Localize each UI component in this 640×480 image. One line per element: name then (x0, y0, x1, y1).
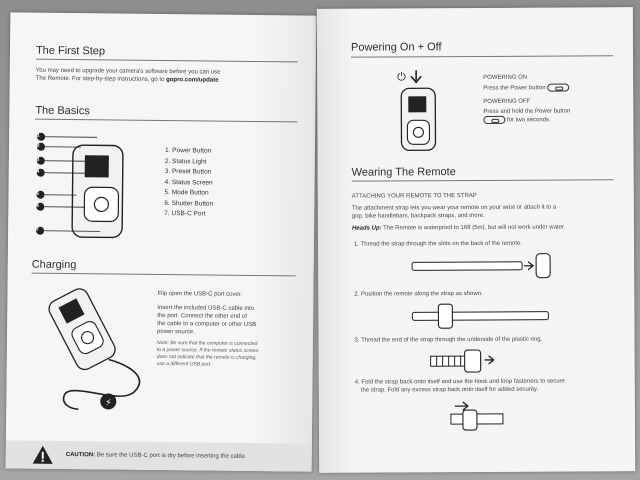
divider (352, 179, 614, 181)
charging-step-2-line-4: power source. (157, 328, 195, 336)
left-page (6, 12, 317, 471)
list-item: 6. Shutter Button (164, 199, 214, 208)
remote-power-diagram (395, 66, 441, 152)
strap-step-4-diagram (447, 398, 507, 434)
basics-title: The Basics (35, 104, 90, 118)
callout-7: 7 (36, 226, 39, 232)
list-item: 4. Status Screen (164, 178, 213, 187)
caution-message: Be sure the USB-C port is dry before inserting the cable. (96, 452, 247, 460)
list-item: 5. Mode Button (164, 189, 209, 197)
power-button-icon (547, 84, 569, 92)
list-item: 7. USB-C Port (164, 210, 206, 218)
charging-step-2-line-1: Insert the included USB-C cable into (157, 304, 255, 312)
powering-off-text-1: Press and hold the Power button (483, 108, 571, 115)
headsup-text (352, 224, 565, 233)
update-link[interactable]: gopro.com/update (166, 77, 219, 84)
strap-step-3: 3. Thread the end of the strap through the underside of the plastic ring. (354, 336, 543, 344)
charging-note-line-3: does not indicate that the remote is charging, (156, 353, 257, 362)
charging-diagram (30, 285, 151, 414)
powering-on-label: POWERING ON (483, 74, 528, 81)
divider (35, 119, 297, 123)
strap-step-4-line-2: the strap. Fold any excess strap back onto itself for added security. (360, 386, 539, 394)
list-item: 2. Status Light (164, 157, 207, 165)
divider (351, 55, 613, 57)
strap-step-2-diagram (408, 302, 558, 333)
list-item: 3. Preset Button (164, 168, 212, 176)
powering-on-instruction: Press the Power button (483, 85, 546, 92)
divider (32, 273, 296, 277)
charging-step-2-line-3: the cable to a computer or other USB (157, 320, 257, 329)
strap-step-1-diagram (408, 252, 558, 283)
strap-step-2: 2. Position the remote along the strap as shown. (354, 290, 483, 298)
caution-label: CAUTION: (65, 452, 96, 459)
powering-off-label: POWERING OFF (483, 98, 531, 105)
callout-3: 3 (36, 156, 40, 162)
attach-text-1: The attachment strap lets you wear your remote on your wrist or attach it to a (351, 204, 557, 212)
powering-off-text-2 (483, 116, 550, 125)
first-step-text-1: You may need to upgrade your camera's software before you can use (35, 67, 221, 76)
headsup-message: The Remote is waterproof to 16ft (5m), but will not work under water. (383, 224, 566, 232)
strap-step-1: 1. Thread the strap through the slots on the back of the remote. (354, 240, 523, 248)
svg-text:⏻: ⏻ (397, 70, 406, 84)
charging-note-line-4: use a different USB port. (156, 360, 212, 368)
power-button-icon (483, 116, 505, 124)
powering-off-instruction: for two seconds. (507, 117, 551, 124)
callout-1: 1 (37, 132, 40, 138)
callout-4: 4 (36, 168, 40, 174)
basics-list (164, 146, 214, 220)
strap-step-3-diagram (427, 346, 517, 378)
right-page (317, 7, 635, 473)
power-title: Powering On + Off (350, 41, 442, 54)
first-step-title: The First Step (35, 44, 106, 58)
attach-text-2: grip, bike handlebars, backpack straps, and more. (351, 212, 485, 220)
first-step-text-2a: The Remote. For step-by-step instructions, go to (35, 75, 165, 84)
first-step-text-2: The Remote. For step-by-step instructions, go to gopro.com/update. (35, 75, 221, 84)
list-item: 1. Power Button (164, 147, 212, 155)
wearing-title: Wearing The Remote (351, 166, 456, 179)
charging-title: Charging (31, 258, 77, 272)
callout-5: 5 (36, 190, 40, 196)
divider (36, 59, 298, 63)
remote-diagram (30, 131, 141, 242)
callout-2: 2 (36, 142, 40, 148)
callout-6: 6 (36, 202, 39, 208)
charging-step-2-line-2: the port. Connect the other end of (157, 312, 247, 320)
charging-note-line-2: to a power source. If the remote status screen (156, 346, 259, 355)
charging-note-line-1: Note: Be sure that the computer is connected (156, 339, 258, 348)
attach-label: ATTACHING YOUR REMOTE TO THE STRAP (351, 192, 477, 200)
strap-step-4-line-1: 4. Fold the strap back onto itself and use the hook and loop fasteners to secure (354, 378, 565, 386)
headsup-label: Heads Up: (351, 225, 382, 232)
warning-icon (32, 445, 54, 465)
powering-on-text (483, 84, 569, 93)
charging-step-1: Flip open the USB-C port cover. (157, 290, 243, 298)
svg-text:⚡: ⚡ (105, 398, 112, 409)
